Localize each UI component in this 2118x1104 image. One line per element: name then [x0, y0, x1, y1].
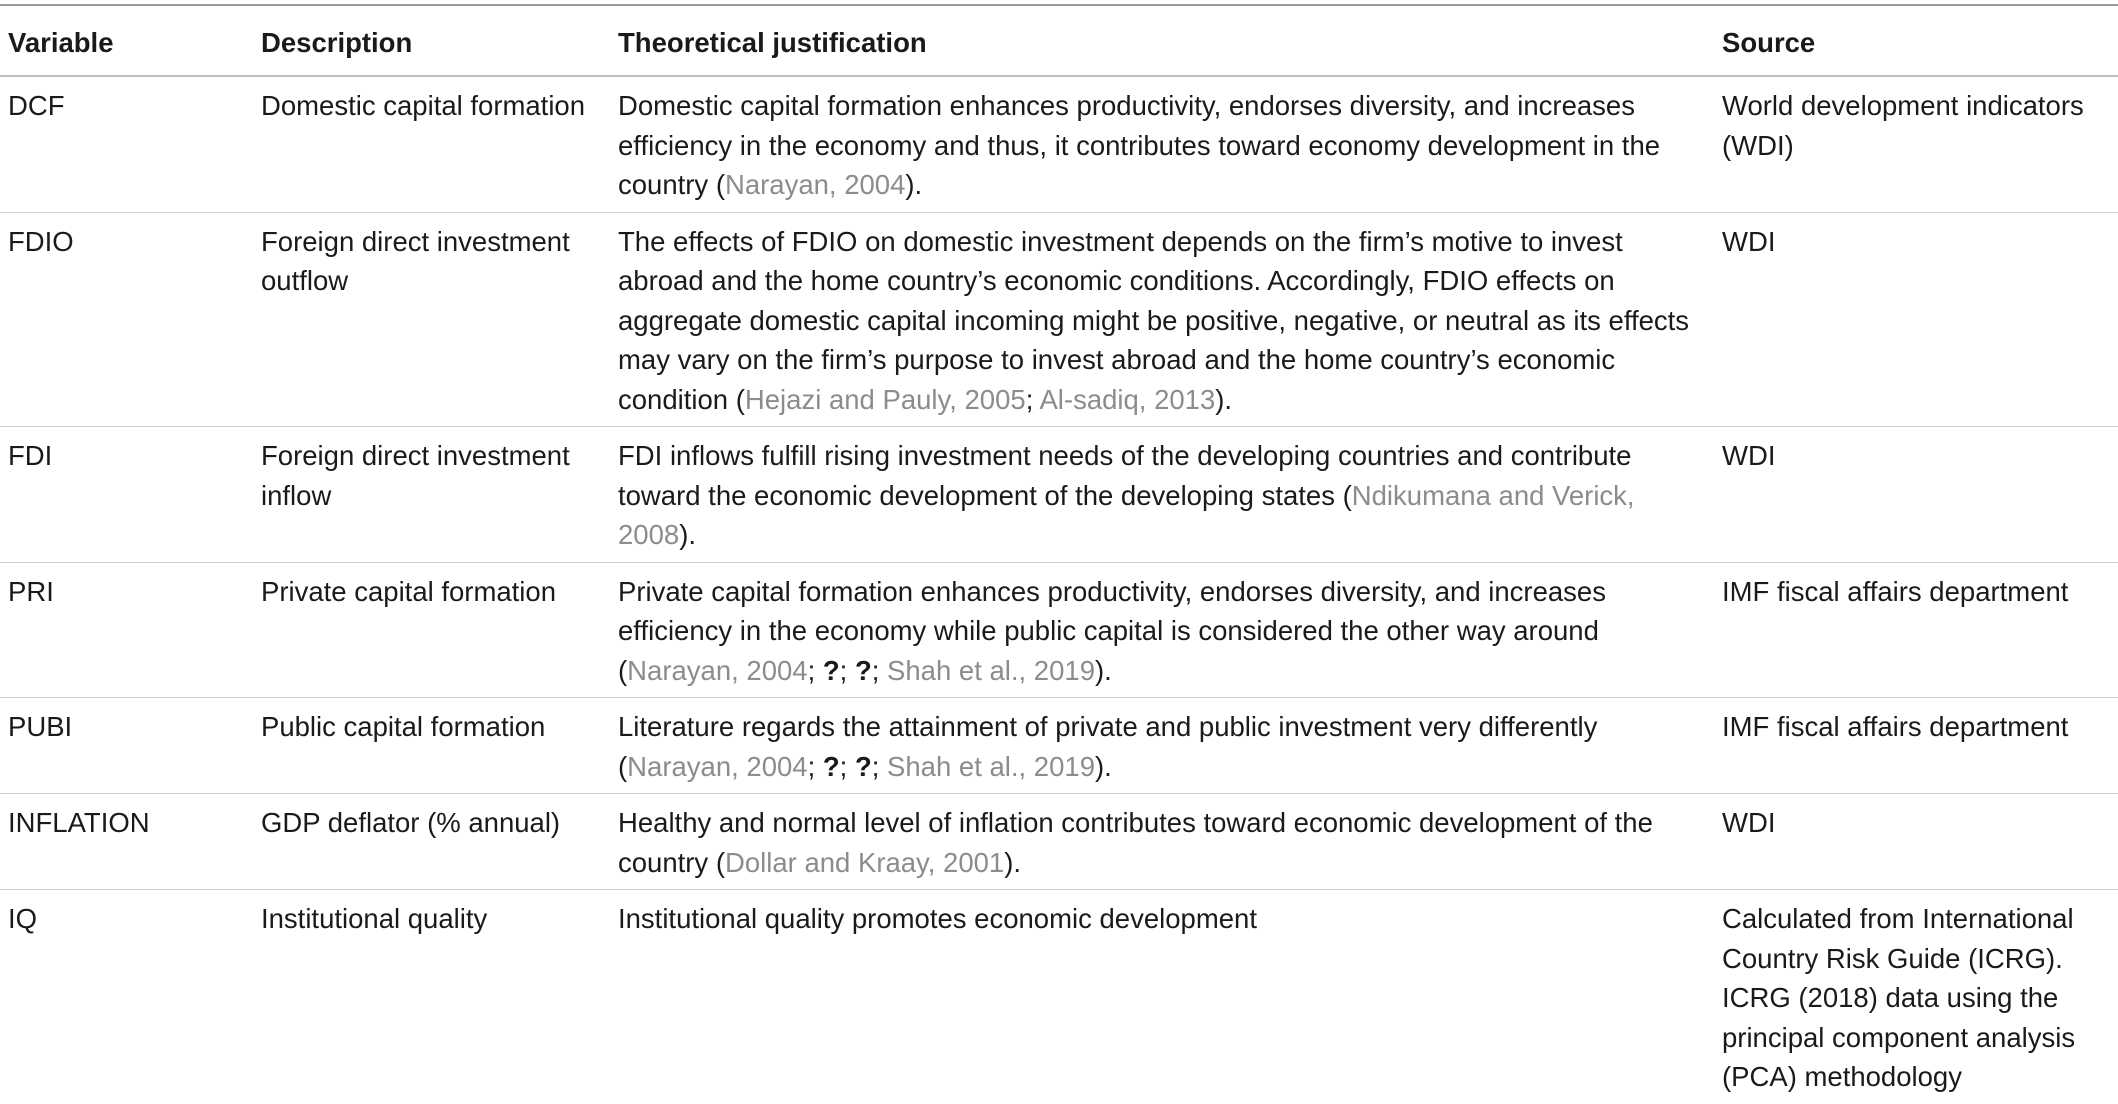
cell-source: WDI: [1714, 212, 2118, 427]
cell-source: World development indicators (WDI): [1714, 76, 2118, 212]
citation-link[interactable]: Narayan, 2004: [627, 750, 808, 782]
citation-link[interactable]: Hejazi and Pauly, 2005: [744, 383, 1026, 415]
variables-table: [0, 4, 2118, 1104]
cell-theoretical-justification: [610, 794, 1714, 890]
table-row: [0, 212, 2118, 427]
justification-text: ;: [839, 654, 855, 686]
justification-text: ;: [807, 750, 823, 782]
header-row: [0, 5, 2118, 76]
justification-text: ;: [807, 654, 823, 686]
citation-link[interactable]: Shah et al., 2019: [887, 750, 1095, 782]
cell-description: Public capital formation: [253, 698, 610, 794]
cell-variable: PUBI: [0, 698, 253, 794]
justification-text: ).: [905, 169, 923, 200]
justification-text: FDI inflows fulfill rising investment needs of the developing countries and contribute toward the economic development of the developing states (: [618, 440, 1632, 511]
cell-description: GDP deflator (% annual): [253, 794, 610, 890]
cell-theoretical-justification: [610, 890, 1714, 1104]
table-row: [0, 698, 2118, 794]
justification-text: ).: [1095, 654, 1112, 686]
justification-text: ).: [1215, 383, 1233, 415]
cell-theoretical-justification: [610, 427, 1714, 563]
table-row: [0, 427, 2118, 563]
table-row: [0, 890, 2118, 1104]
citation-link[interactable]: Ndikumana and Verick, 2008: [618, 479, 1635, 550]
justification-text: ).: [1004, 846, 1022, 878]
cell-theoretical-justification: [610, 562, 1714, 698]
missing-reference-marker: ?: [854, 750, 872, 782]
citation-link[interactable]: Al-sadiq, 2013: [1039, 383, 1216, 415]
justification-text: ;: [871, 750, 888, 782]
cell-variable: FDIO: [0, 212, 253, 427]
justification-text: ;: [871, 654, 888, 686]
cell-source: IMF fiscal affairs department: [1714, 562, 2118, 698]
cell-source: Calculated from International Country Risk Guide (ICRG). ICRG (2018) data using the principal component analysis (PCA) methodology: [1722, 903, 2076, 1092]
citation-link[interactable]: Dollar and Kraay, 2001: [724, 846, 1005, 878]
table-body: [0, 76, 2118, 1104]
header-theoretical-justification: Theoretical justification: [610, 5, 1714, 76]
cell-variable: PRI: [0, 562, 253, 698]
justification-text: Healthy and normal level of inflation contributes toward economic development of the country (: [618, 807, 1653, 878]
justification-text: ;: [1025, 383, 1040, 415]
justification-text: ).: [679, 519, 696, 550]
header-description: Description: [253, 5, 610, 76]
justification-text: ;: [839, 750, 855, 782]
cell-theoretical-justification: [610, 76, 1714, 212]
table-row: [0, 794, 2118, 890]
cell-source: WDI: [1714, 794, 2118, 890]
cell-variable: FDI: [0, 427, 253, 563]
justification-text: Institutional quality promotes economic development: [618, 903, 1257, 934]
cell-variable: IQ: [8, 903, 38, 934]
cell-theoretical-justification: [610, 212, 1714, 427]
header-source: Source: [1714, 5, 2118, 76]
missing-reference-marker: ?: [822, 750, 840, 782]
justification-text: Private capital formation enhances productivity, endorses diversity, and increases efficiency in the economy while public capital is considered the other way around (: [618, 575, 1606, 686]
cell-source: WDI: [1714, 427, 2118, 563]
citation-link[interactable]: Shah et al., 2019: [887, 654, 1095, 686]
cell-description: Foreign direct investment outflow: [253, 212, 610, 427]
cell-description: Domestic capital formation: [253, 76, 610, 212]
justification-text: ).: [1095, 750, 1112, 782]
table-header: [0, 5, 2118, 76]
cell-source: IMF fiscal affairs department: [1714, 698, 2118, 794]
citation-link[interactable]: Narayan, 2004: [724, 169, 906, 200]
cell-variable: INFLATION: [0, 794, 253, 890]
cell-description: Private capital formation: [253, 562, 610, 698]
cell-description: Foreign direct investment inflow: [253, 427, 610, 563]
justification-text: The effects of FDIO on domestic investment depends on the firm’s motive to invest abroad and the home country’s economic conditions. Accordingly, FDIO effects on aggregate domestic capital incoming might be positive, negative, or neutral as its effects may vary on the firm’s purpose to invest abroad and the home country’s economic condition (: [618, 225, 1690, 415]
missing-reference-marker: ?: [822, 654, 840, 686]
table-row: [0, 562, 2118, 698]
table-row: [0, 76, 2118, 212]
missing-reference-marker: ?: [854, 654, 872, 686]
citation-link[interactable]: Narayan, 2004: [627, 654, 808, 686]
cell-description: Institutional quality: [261, 903, 488, 934]
justification-text: Literature regards the attainment of private and public investment very differently (: [618, 711, 1598, 782]
justification-text: Domestic capital formation enhances productivity, endorses diversity, and increases efficiency in the economy and thus, it contributes toward economy development in the country (: [618, 90, 1661, 200]
cell-theoretical-justification: [610, 698, 1714, 794]
cell-variable: DCF: [0, 76, 253, 212]
header-variable: Variable: [0, 5, 253, 76]
